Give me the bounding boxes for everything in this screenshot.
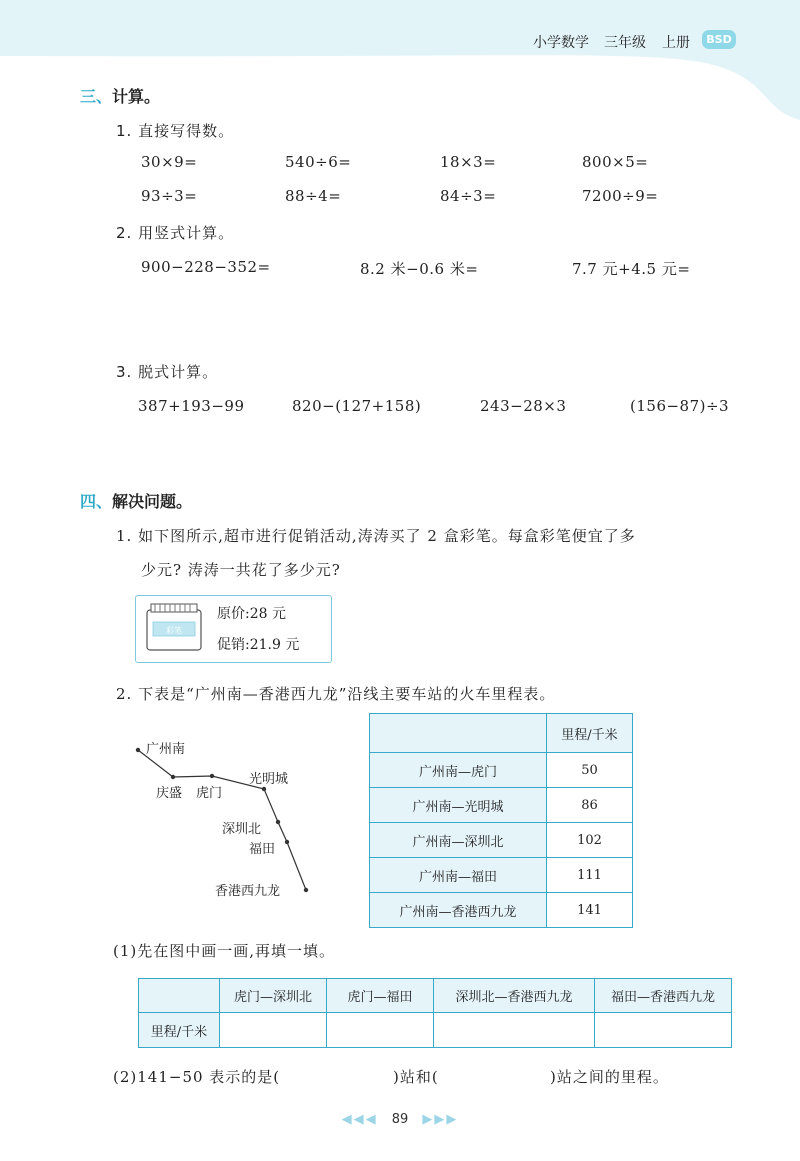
fill-table-header-row [139, 979, 732, 1013]
table-row [370, 893, 633, 928]
section3-title-text: 计算。 [112, 87, 161, 106]
route-cell: 广州南—福田 [370, 858, 547, 893]
original-price: 原价:28 元 [217, 606, 286, 622]
distance-cell: 86 [547, 788, 633, 823]
page-footer [0, 1112, 800, 1127]
station-label: 光明城 [249, 772, 289, 787]
stepwise-calc-item: 387+193−99 [138, 397, 245, 415]
table-row [370, 823, 633, 858]
header-grade: 三年级 [604, 35, 646, 51]
station-label: 庆盛 [156, 786, 183, 801]
station-label: 广州南 [146, 742, 186, 757]
fill-table-row [139, 1013, 732, 1048]
fill-answer-cell[interactable] [595, 1013, 732, 1048]
section4-number: 四、 [80, 492, 113, 511]
route-cell: 广州南—深圳北 [370, 823, 547, 858]
q4-2-part2-b: )站和( [393, 1068, 439, 1086]
section4-title [80, 489, 192, 512]
q4-2-part2-c: )站之间的里程。 [550, 1068, 669, 1086]
edition-badge: BSD [702, 30, 736, 49]
stepwise-calc-item: 820−(127+158) [292, 397, 422, 415]
station-label: 香港西九龙 [215, 884, 281, 899]
header-subject: 小学数学 [533, 35, 589, 51]
pen-box-label: 彩笔 [166, 626, 182, 635]
distance-cell: 50 [547, 753, 633, 788]
route-cell: 广州南—香港西九龙 [370, 893, 547, 928]
mental-math-item: 540÷6= [285, 153, 352, 171]
fill-answer-cell[interactable] [220, 1013, 327, 1048]
mental-math-item: 800×5= [582, 153, 649, 171]
table-row [370, 788, 633, 823]
fill-table-header-cell: 深圳北—香港西九龙 [434, 979, 595, 1013]
fill-answer-cell[interactable] [434, 1013, 595, 1048]
vertical-calc-item: 7.7 元+4.5 元= [572, 260, 691, 278]
left-arrows-icon: ◀◀◀ [341, 1112, 378, 1127]
table-row [370, 753, 633, 788]
fill-answer-cell[interactable] [327, 1013, 434, 1048]
fill-table-header-cell: 福田—香港西九龙 [595, 979, 732, 1013]
mental-math-item: 88÷4= [285, 187, 342, 205]
fill-table-row-label: 里程/千米 [139, 1013, 220, 1048]
section3-title [80, 84, 160, 107]
pen-box-icon [143, 602, 205, 656]
fill-table-header-cell: 虎门—深圳北 [220, 979, 327, 1013]
sale-price: 促销:21.9 元 [217, 637, 300, 653]
fill-table-header-cell: 虎门—福田 [327, 979, 434, 1013]
route-cell: 广州南—虎门 [370, 753, 547, 788]
q4-2-part2-a: (2)141−50 表示的是( [113, 1068, 281, 1086]
q3-3-title: 3. 脱式计算。 [116, 363, 219, 381]
q3-1-title: 1. 直接写得数。 [116, 122, 235, 140]
section4-title-text: 解决问题。 [112, 492, 193, 511]
table-header-cell: 里程/千米 [547, 714, 633, 753]
table-row [370, 858, 633, 893]
route-cell: 广州南—光明城 [370, 788, 547, 823]
distance-cell: 141 [547, 893, 633, 928]
vertical-calc-item: 900−228−352= [141, 258, 271, 276]
station-label: 深圳北 [222, 822, 262, 837]
header-volume: 上册 [662, 35, 690, 51]
station-label: 虎门 [196, 786, 223, 801]
q4-2-title: 2. 下表是“广州南—香港西九龙”沿线主要车站的火车里程表。 [116, 685, 556, 703]
q4-1-line2: 少元? 涛涛一共花了多少元? [141, 561, 341, 579]
distance-cell: 102 [547, 823, 633, 858]
distance-table [369, 713, 633, 928]
fill-table-header-cell [139, 979, 220, 1013]
distance-cell: 111 [547, 858, 633, 893]
stepwise-calc-item: (156−87)÷3 [630, 397, 730, 415]
fill-in-table [138, 978, 732, 1048]
mental-math-item: 84÷3= [440, 187, 497, 205]
q4-1-line1: 1. 如下图所示,超市进行促销活动,涛涛买了 2 盒彩笔。每盒彩笔便宜了多 [116, 527, 636, 545]
table-header-row [370, 714, 633, 753]
mental-math-item: 93÷3= [141, 187, 198, 205]
right-arrows-icon: ▶▶▶ [422, 1112, 459, 1127]
q3-2-title: 2. 用竖式计算。 [116, 224, 235, 242]
stepwise-calc-item: 243−28×3 [480, 397, 567, 415]
table-header-cell [370, 714, 547, 753]
mental-math-item: 18×3= [440, 153, 497, 171]
section3-number: 三、 [80, 87, 113, 106]
q4-2-part1: (1)先在图中画一画,再填一填。 [113, 942, 336, 960]
page-number: 89 [391, 1112, 409, 1127]
mental-math-item: 30×9= [141, 153, 198, 171]
station-label: 福田 [249, 842, 276, 857]
mental-math-item: 7200÷9= [582, 187, 659, 205]
vertical-calc-item: 8.2 米−0.6 米= [360, 260, 479, 278]
